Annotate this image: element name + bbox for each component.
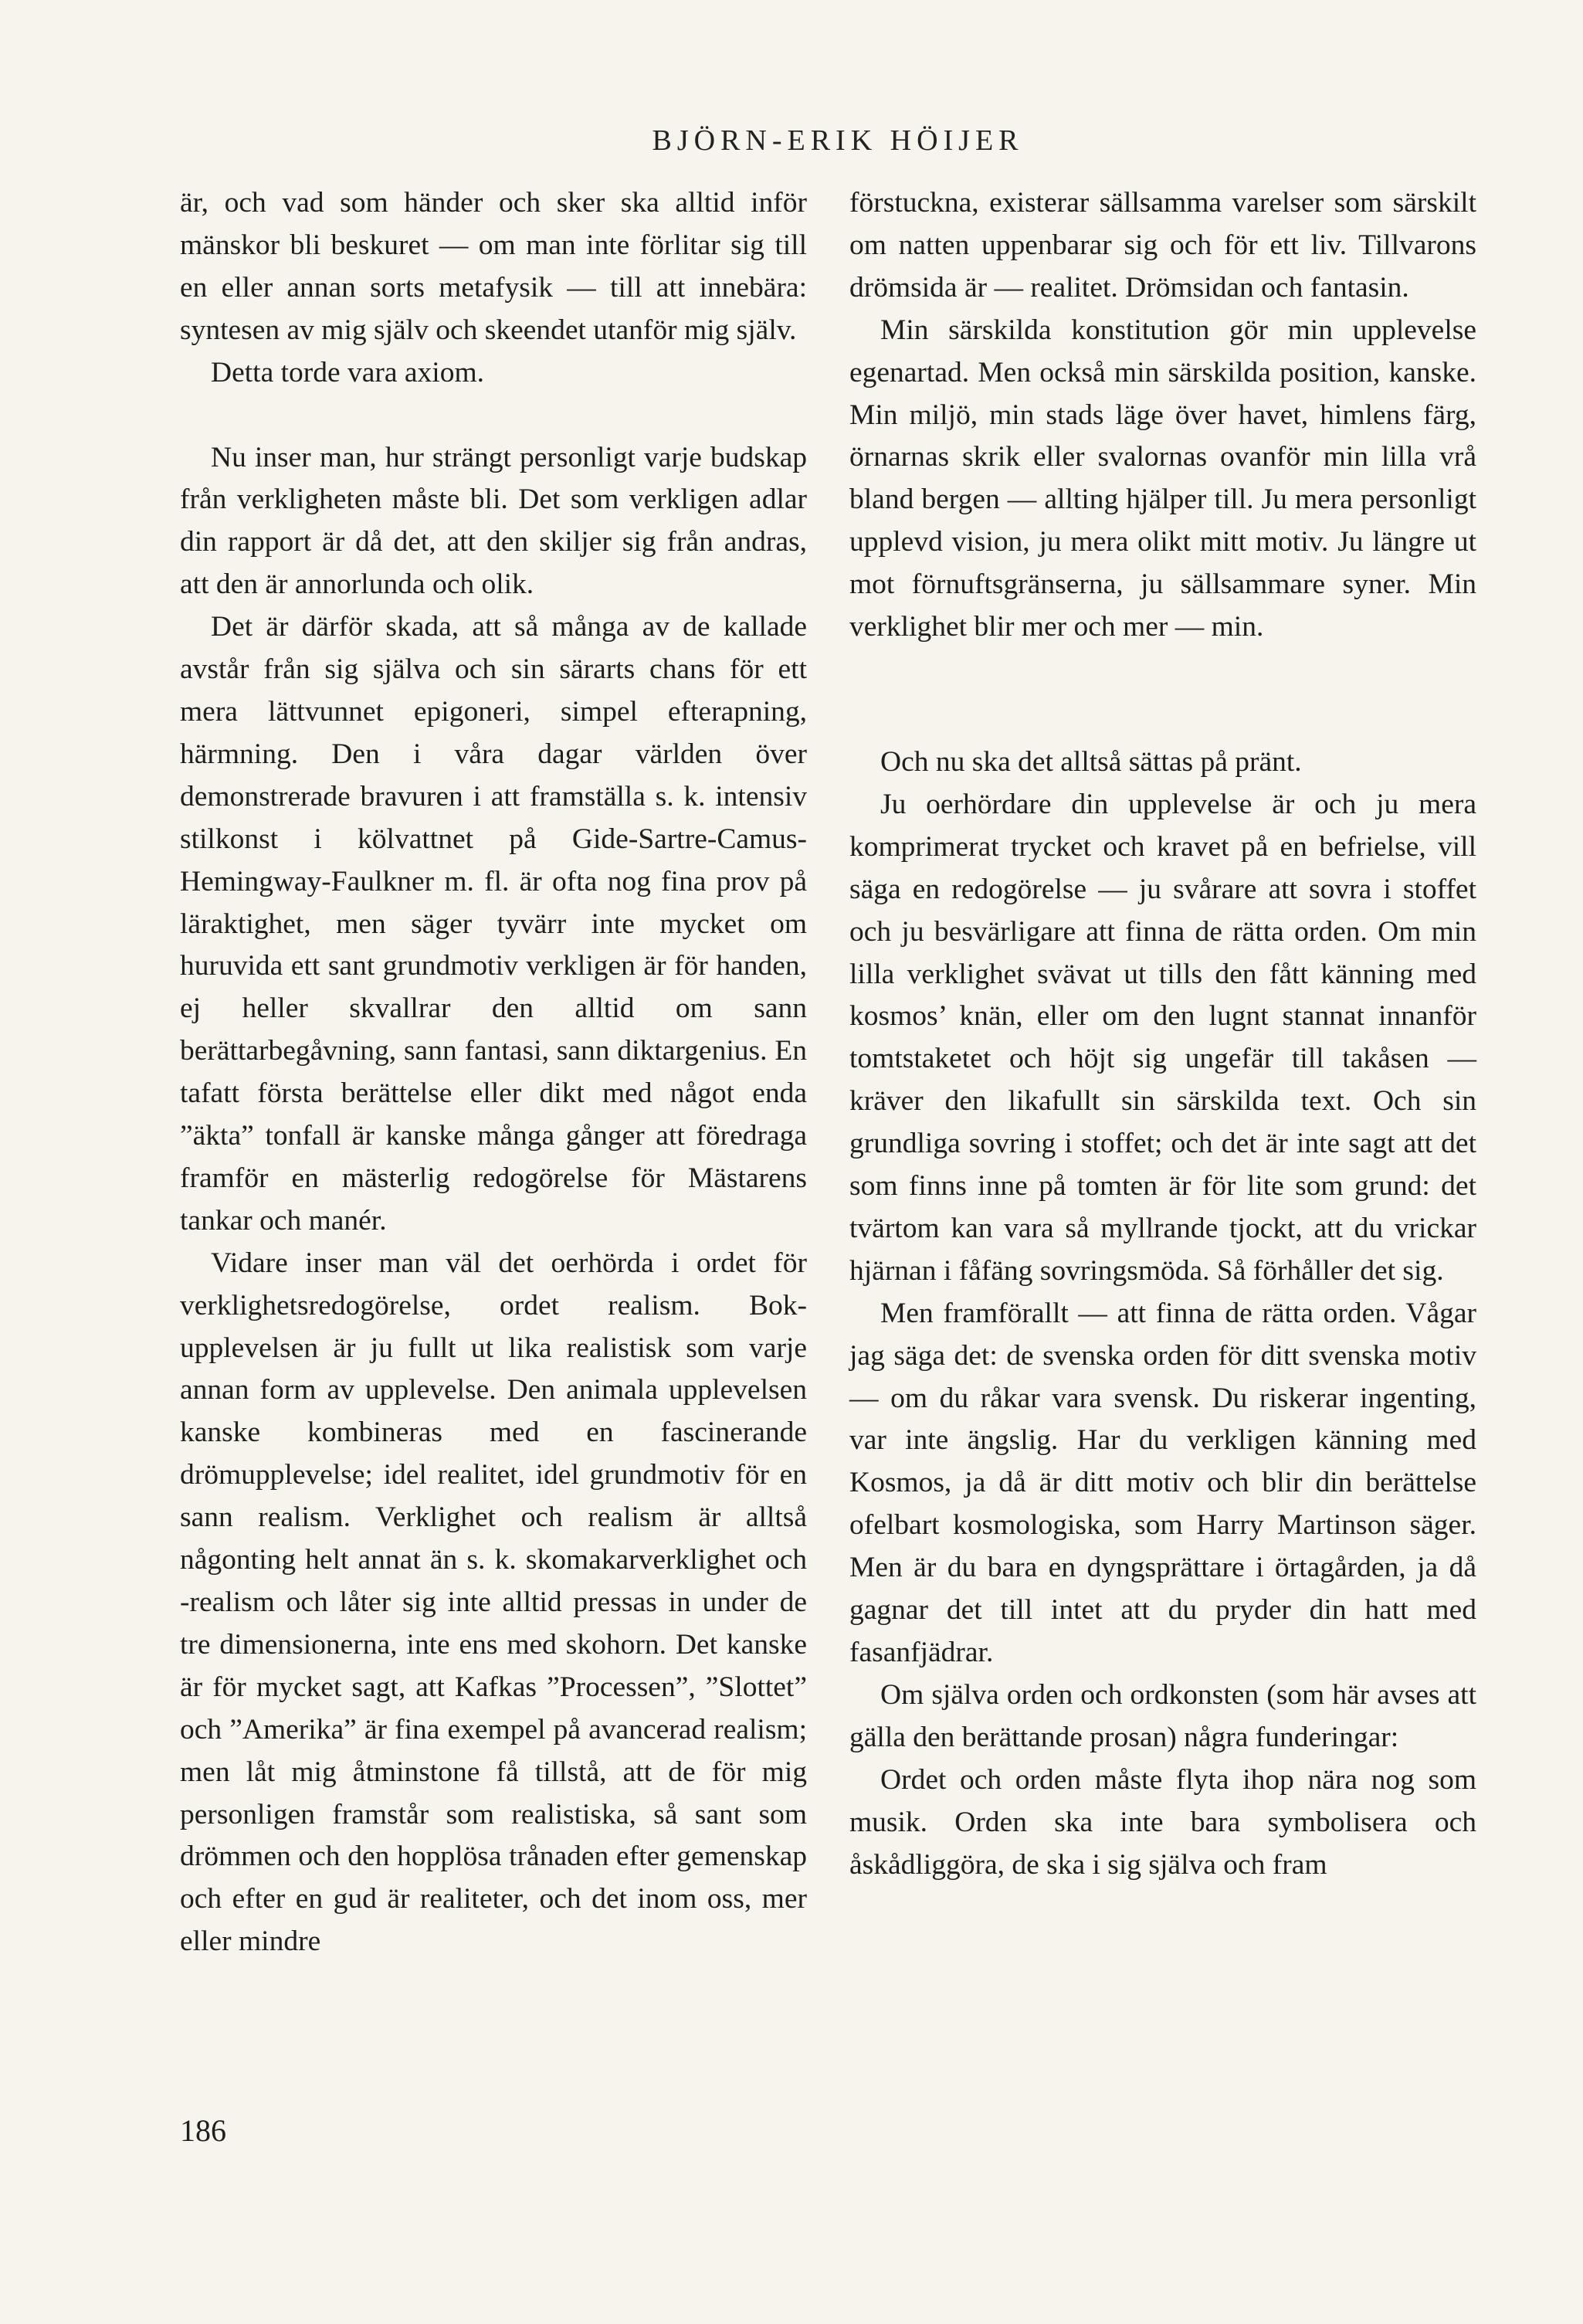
paragraph: Vidare inser man väl det oerhörda i ordet för verklighetsredogörelse, ordet realism. Bokupplevelsen är ju fullt ut lika realistisk som varje annan form av upplevelse. Den animala upplevelsen kanske kombineras med en fascinerande drömupplevelse; idel realitet, idel grundmotiv för en sann realism. Verklighet och realism är alltså någonting helt annat än s. k. skomakarverklighet och -realism och låter sig inte alltid pressas in under de tre dimensionerna, inte ens med skohorn. Det kanske är för mycket sagt, att Kafkas ”Processen”, ”Slottet” och ”Amerika” är fina exempel på avancerad realism; men låt mig åtminstone få tillstå, att de för mig personligen framstår som realistiska, så sant som drömmen och den hopplösa trånaden efter gemenskap och efter en gud är realiteter, och det inom oss, mer eller mindre bbox=[180, 1247, 807, 1958]
right-column bbox=[849, 182, 1476, 1886]
paragraph: Detta torde vara axiom. bbox=[211, 356, 485, 388]
paragraph: Ju oerhördare din upplevelse är och ju mera komprimerat trycket och kravet på en befrielse, vill säga en redogörelse — ju svårare att sovra i stoffet och ju besvärligare att finna de rätta orden. Om min lilla verklighet svävat ut tills den fått känning med kosmos’ knän, eller om den lugnt stannat innanför tomtstaketet och höjt sig ungefär till takåsen — kräver den likafullt sin särskilda text. Och sin grundliga sovring i stoffet; och det är inte sagt att det som finns inne på tomten är för lite som grund: det tvärtom kan vara så myllrande tjockt, att du vrickar hjärnan i fåfäng sovringsmöda. Så förhåller det sig. bbox=[849, 788, 1476, 1287]
paragraph: Nu inser man, hur strängt personligt varje budskap från verkligheten måste bli. Det som verkligen adlar din rapport är då det, att den skiljer sig från andras, att den är annorlunda och olik. bbox=[180, 441, 807, 601]
paragraph: är, och vad som händer och sker ska alltid inför mänskor bli beskuret — om man inte förlitar sig till en eller annan sorts metafysik — till att innebära: syntesen av mig själv och skeendet utanför mig själv. bbox=[180, 187, 807, 346]
paragraph: Och nu ska det alltså sättas på pränt. bbox=[880, 745, 1302, 778]
left-column bbox=[180, 182, 807, 1963]
page-number: 186 bbox=[180, 2113, 226, 2148]
paragraph: Min särskilda konstitution gör min upplevelse egenartad. Men också min särskilda position, kanske. Min miljö, min stads läge över havet, himlens färg, örnarnas skrik eller svalornas ovanför min lilla vrå bland bergen — allting hjälper till. Ju mera personligt upplevd vision, ju mera olikt mitt motiv. Ju längre ut mot förnuftsgränserna, ju sällsammare syner. Min verklighet blir mer och mer — min. bbox=[849, 314, 1476, 643]
paragraph: Ordet och orden måste flyta ihop nära nog som musik. Orden ska inte bara symbolisera och åskådliggöra, de ska i sig själva och fram bbox=[849, 1763, 1476, 1881]
paragraph: Om själva orden och ordkonsten (som här avses att gälla den berättande prosan) några funderingar: bbox=[849, 1678, 1476, 1753]
running-head: BJÖRN-ERIK HÖIJER bbox=[652, 124, 1024, 157]
paragraph: förstuckna, existerar sällsamma varelser som särskilt om natten uppenbarar sig och för ett liv. Tillvarons drömsida är — realitet. Drömsidan och fantasin. bbox=[849, 187, 1476, 304]
paragraph: Men framförallt — att finna de rätta orden. Vågar jag säga det: de svenska orden för ditt svenska motiv — om du råkar vara svensk. Du riskerar ingenting, var inte ängslig. Har du verkligen känning med Kosmos, ja då är ditt motiv och blir din berättelse ofelbart kosmologiska, som Harry Martinson säger. Men är du bara en dyngsprättare i örtagården, ja då gagnar det till intet att du pryder din hatt med fasanfjädrar. bbox=[849, 1297, 1476, 1668]
paragraph: Det är därför skada, att så många av de kallade avstår från sig själva och sin särarts chans för ett mera lättvunnet epigoneri, simpel efterapning, härmning. Den i våra dagar världen över demonstrerade bravuren i att framställa s. k. intensiv stilkonst i kölvattnet på Gide-Sartre-Camus-Hemingway-Faulkner m. fl. är ofta nog fina prov på läraktighet, men säger tyvärr inte mycket om huruvida ett sant grundmotiv verkligen är för handen, ej heller skvallrar den alltid om sann berättarbegåvning, sann fantasi, sann diktargenius. En tafatt första berättelse eller dikt med något enda ”äkta” tonfall är kanske många gånger att föredraga framför en mästerlig redogörelse för Mästarens tankar och manér. bbox=[180, 611, 807, 1237]
